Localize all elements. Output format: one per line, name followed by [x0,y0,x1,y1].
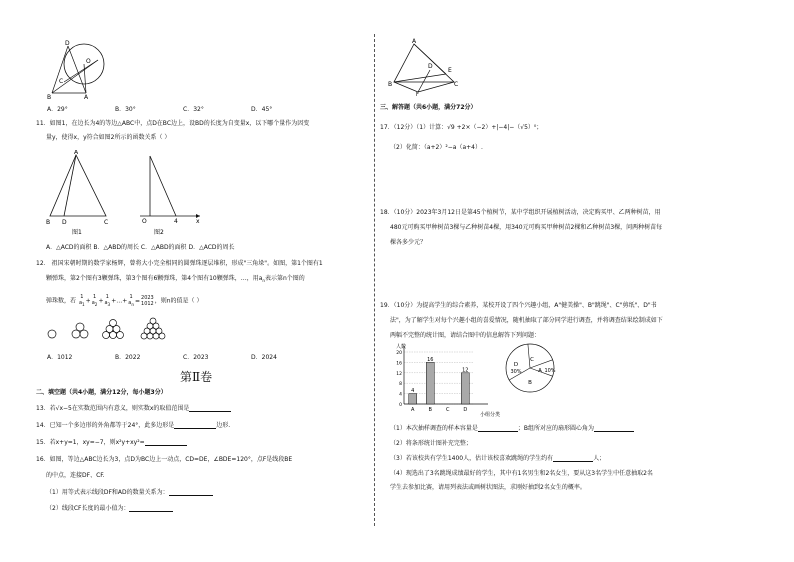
section-2-title: 二、填空题（共4小题，满分12分，每小题3分） [36,389,167,396]
q10-options [47,104,319,113]
q16-stem-line1: 16．如图，等边△ABC边长为3，点D为BC边上一动点，CD=DE，∠BDE=120°，点F是线段BE [36,456,293,463]
q19-line1: 19．（10分）为提高学生的综合素养，某校开设了四个兴趣小组，A"健美操"、B"跳绳"、C"剪纸"、D"书 [380,302,657,309]
q13-answer-blank[interactable] [189,405,231,412]
fig2-label-x: x [196,218,200,225]
q12-stem-line2: 颗弹珠，第2个图有3颗弹珠，第3个图有6颗弹珠，第4个图有10颗弹珠，…，用$a_n$表示第n个图的 [46,275,305,284]
q17-line2: （2）化简：（a+2）²−a（a+4）. [390,144,483,151]
q10-option-a: A．29° [47,106,68,113]
fig-label-a: A [84,94,89,100]
q18-line2: 480元可购买甲种树苗3棵与乙种树苗4棵，用340元可购买甲种树苗2棵和乙种树苗3棵，问两种树苗每 [390,224,663,231]
q10-option-b: B．30° [115,106,136,113]
fig-r-label-b: B [388,81,393,88]
q19-sub1: （1）本次抽样调查的样本容量是 ；B组所对应的扇形圆心角为 [390,425,634,432]
q12-option-b: B．2022 [115,354,141,361]
pie-chart [500,338,564,398]
fig2-label-o: O [142,218,147,225]
bar-ytick-label: 0 [399,403,402,408]
pie-label-D: D [513,362,519,368]
part-2-title: 第Ⅱ卷 [180,370,213,384]
bar-chart [384,340,508,420]
q12-stem-line3: 弹珠数，若 1 $a_1+1$ $a_2+1$ $a_3+\dots+1$ $a_n=2023$ 1012，则n的值是（ ） [46,294,203,307]
q19-sub1-blank-a[interactable] [478,425,518,432]
pie-annotation-D: 30% [510,369,522,375]
bar-ytick-label: 20 [396,351,402,356]
q19-sub3-blank[interactable] [553,455,593,462]
pie-label-A: A [538,368,542,374]
bar-data-label-D: 12 [462,367,469,374]
bar-category-D: D [463,407,468,413]
fig1-label-a: A [74,150,79,156]
q17-line1: 17．（12分）（1）计算：√9 +2×（−2）+|−4|−（√5）⁰； [380,124,543,131]
q12-options [47,352,319,361]
bar-data-label-B: 16 [427,356,434,363]
q16-sub1: （1）用等式表示线段DF和AD的数量关系为： [46,489,213,496]
fig1-label-d: D [62,219,67,226]
fig-r-label-d: D [428,63,433,70]
bar-category-C: C [446,407,450,413]
q10-option-d: D．45° [251,106,273,113]
q19-line3: 两幅不完整的统计图，请结合图中的信息解答下列问题： [390,332,541,339]
fig-label-o: O [86,58,91,65]
q19-line2: 法"，为了解学生对每个兴趣小组的喜爱情况，随机抽取了部分同学进行调查，并将调查结果绘制成如下 [390,317,663,324]
pie-annotation-A: 10% [544,368,556,374]
bar-category-A: A [411,407,415,413]
q10-option-c: C．32° [183,106,204,113]
bar-A [409,394,417,404]
circle-figure [46,38,106,100]
q19-sub4-line1: （4）现选出了3名跳绳成绩最好的学生，其中有1名男生和2名女生，要从这3名学生中任意抽取2名 [390,470,653,477]
q11-stem-line2: 量y，使得x，y符合如图2所示的函数关系（ ） [46,134,171,141]
q13: 13．若√x−5在实数范围内有意义，则实数x的取值范围是 [36,405,231,412]
bar-data-label-A: 4 [411,388,415,395]
figure-2 [134,152,204,236]
fig-r-label-e: E [448,67,452,74]
q14: 14．已知一个多边形的外角都等于24°，此多边形是 边形. [36,422,231,429]
triangle-stack-figure [44,312,184,342]
q16-sub1-blank[interactable] [169,489,213,496]
q19-sub4-line2: 学生去参加比赛，请用列表法或画树状图法，求刚好抽到2名女生的概率。 [390,484,586,491]
q15: 15．若x+y=1，xy=−7，则x²y+xy²= [36,439,187,446]
fig-label-d: D [65,40,70,47]
fig1-label-b: B [46,219,51,226]
pie-label-C: C [530,357,534,363]
fig1-label-c: C [104,219,109,226]
fig1-caption: 图1 [72,229,82,236]
fig2-label-4: 4 [174,218,178,225]
q16-sub2-blank[interactable] [129,505,173,512]
bar-ytick-label: 12 [396,371,402,377]
q12-option-d: D．2024 [251,354,277,361]
bar-category-B: B [428,407,432,413]
fig-r-label-f: F [416,92,419,96]
q12-stem-line1: 12． 祖国宋朝时期的数学家杨辉，曾将大小完全相同的圆弹珠逐层堆积，形成"三角垛"。如图，第1个图有1 [36,260,323,267]
fig-r-label-c: C [454,81,459,88]
bar-ytick-label: 4 [399,392,402,398]
bar-D [461,373,469,404]
q16-sub2: （2）线段CF长度的最小值为： [46,505,173,512]
triangle-figure-right [388,38,468,96]
q12-option-a: A．1012 [47,354,73,361]
q19-sub3: （3）若该校共有学生1400人，估计该校喜欢跳绳的学生约有 人； [390,455,606,462]
q12-option-c: C．2023 [183,354,209,361]
pie-label-B: B [528,380,532,386]
figure-1 [44,150,120,236]
bar-B [426,362,434,404]
q19-sub1-blank-b[interactable] [594,425,634,432]
bar-ytick-label: 16 [396,361,402,367]
fig-label-c: C [59,78,64,85]
column-divider [374,34,375,526]
q14-answer-blank[interactable] [174,422,216,429]
q11-options: A．△ACD的面积 B．△ABD的周长 C．△ABD的面积 D．△ACD的周长 [46,244,235,251]
q18-line1: 18．（10分）2023年3月12日是第45个植树节，某中学组织开展植树活动，决定购买甲、乙两种树苗，用 [380,209,661,216]
fig2-caption: 图2 [154,229,164,236]
fig-r-label-a: A [412,38,417,45]
q19-sub2: （2）将条形统计图补充完整； [390,440,472,447]
q15-answer-blank[interactable] [145,439,187,446]
q18-line3: 棵各多少元？ [390,239,427,246]
q16-stem-line2: 的中点，连接DF、CF. [46,472,105,479]
bar-ytick-label: 8 [399,382,402,388]
fig-label-b: B [47,94,52,100]
bar-chart-xlabel: 小组分类 [480,412,501,418]
q11-stem-line1: 11．如图1，在边长为4的等边△ABC中，点D在BC边上，设BD的长度为自变量x，以下哪个量作为因变 [36,120,310,127]
section-3-title: 三、解答题（共6小题，满分72分） [380,104,477,111]
bar-chart-ylabel: 人数 [396,344,407,350]
